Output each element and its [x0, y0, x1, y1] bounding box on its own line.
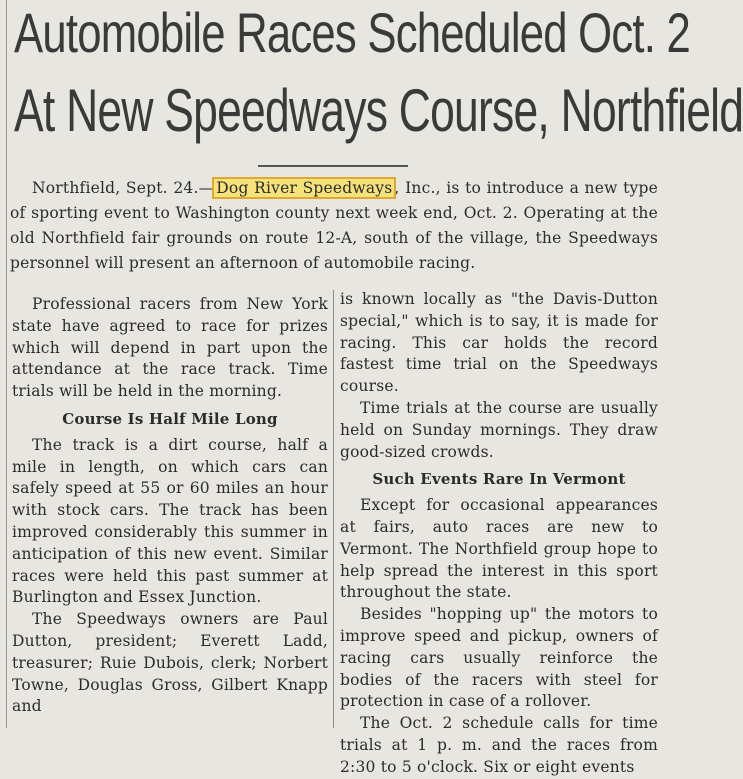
right-subhead: Such Events Rare In Vermont: [372, 470, 626, 489]
headline-line-2: At New Speedways Course, Northfield: [14, 77, 743, 144]
headline-line-1: Automobile Races Scheduled Oct. 2: [14, 1, 690, 64]
left-paragraph-1: Professional racers from New York state have agreed to race for prizes which will depend in part upon the attendance at the race track. Time trials will be held in the morning.: [12, 295, 328, 401]
column-rule-left: [6, 0, 7, 728]
column-divider: [333, 290, 334, 728]
right-paragraph-1: is known locally as "the Davis-Dutton special," which is to say, it is made for racing. This car holds the record fastest time trial on the Speedways course.: [340, 290, 658, 396]
lead-paragraph: [10, 176, 658, 276]
right-paragraph-4: Besides "hopping up" the motors to improve speed and pickup, owners of racing cars usually reinforce the bodies of the racers with steel for protection in case of a rollover.: [340, 605, 658, 711]
left-subhead: Course Is Half Mile Long: [62, 409, 278, 428]
dateline: Northfield, Sept. 24.—: [32, 179, 215, 197]
right-paragraph-5: The Oct. 2 schedule calls for time trials at 1 p. m. and the races from 2:30 to 5 o'clock. Six or eight events: [340, 714, 658, 776]
left-column: [12, 294, 328, 718]
left-paragraph-2: The track is a dirt course, half a mile in length, on which cars can safely speed at 55 or 60 miles an hour with stock cars. The track has been improved considerably this summer in anticipation of this new event. Similar races were held this past summer at Burlington and Essex Junction.: [12, 435, 328, 607]
right-paragraph-3: Except for occasional appearances at fairs, auto races are new to Vermont. The Northfield group hope to help spread the interest in this sport throughout the state.: [340, 496, 658, 602]
left-paragraph-3: The Speedways owners are Paul Dutton, president; Everett Ladd, treasurer; Ruie Dubois, clerk; Norbert Towne, Douglas Gross, Gilbert Knapp and: [12, 610, 328, 716]
right-paragraph-2: Time trials at the course are usually held on Sunday mornings. They draw good-sized crowds.: [340, 398, 658, 461]
right-column: [340, 289, 658, 779]
search-highlight[interactable]: Dog River Speedways: [216, 179, 393, 197]
headline-divider: [258, 165, 408, 167]
lead-text: , Inc., is to introduce a new type of sporting event to Washington county next week end, Oct. 2. Operating at the old Northfield fair grounds on route 12-A, south of the village, the Speedways personnel will present an afternoon of automobile racing.: [10, 179, 658, 272]
